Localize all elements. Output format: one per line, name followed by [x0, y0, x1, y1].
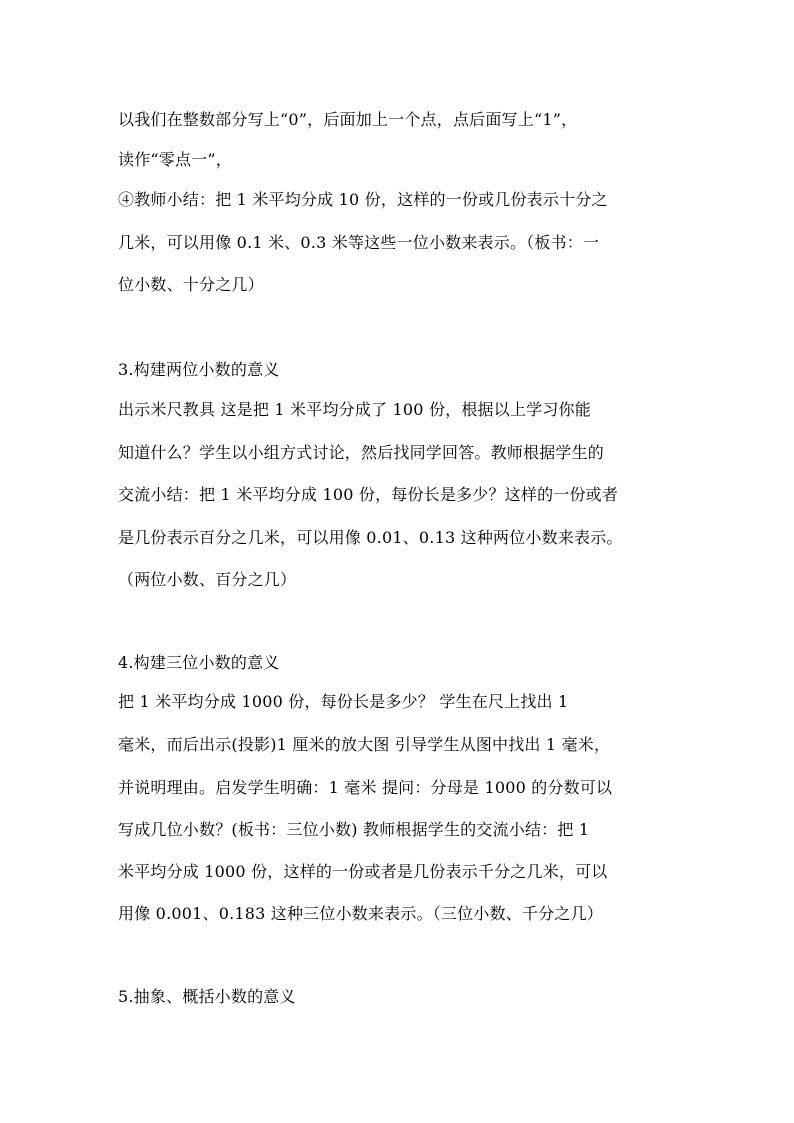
paragraph-line: 位小数、十分之几） — [118, 275, 264, 294]
paragraph-line: 几米，可以用像 0.1 米、0.3 米等这些一位小数来表示。（板书：一 — [118, 233, 600, 252]
section-heading: 3.构建两位小数的意义 — [118, 360, 280, 379]
paragraph-line: 把 1 米平均分成 1000 份，每份长是多少？ 学生在尺上找出 1 — [118, 692, 569, 711]
section-heading: 4.构建三位小数的意义 — [118, 653, 280, 672]
paragraph-line: （两位小数、百分之几） — [118, 570, 297, 589]
section-heading: 5.抽象、概括小数的意义 — [118, 987, 296, 1006]
paragraph-line: ④教师小结：把 1 米平均分成 10 份，这样的一份或几份表示十分之 — [118, 190, 608, 209]
paragraph-line: 出示米尺教具 这是把 1 米平均分成了 100 份，根据以上学习你能 — [118, 400, 591, 419]
paragraph-line: 是几份表示百分之几米，可以用像 0.01、0.13 这种两位小数来表示。 — [118, 528, 623, 547]
paragraph-line: 交流小结：把 1 米平均分成 100 份，每份长是多少？这样的一份或者 — [118, 485, 619, 504]
paragraph-line: 用像 0.001、0.183 这种三位小数来表示。（三位小数、千分之几） — [118, 904, 603, 923]
paragraph-line: 写成几位小数？(板书：三位小数) 教师根据学生的交流小结：把 1 — [118, 820, 590, 839]
paragraph-line: 以我们在整数部分写上“0”，后面加上一个点，点后面写上“1”， — [118, 110, 578, 129]
paragraph-line: 并说明理由。启发学生明确：1 毫米 提问：分母是 1000 的分数可以 — [118, 778, 613, 797]
paragraph-line: 米平均分成 1000 份，这样的一份或者是几份表示千分之几米，可以 — [118, 862, 608, 881]
paragraph-line: 毫米，而后出示(投影)1 厘米的放大图 引导学生从图中找出 1 毫米， — [118, 735, 611, 754]
paragraph-line: 知道什么？学生以小组方式讨论，然后找同学回答。教师根据学生的 — [118, 443, 605, 462]
paragraph-line: 读作“零点一”， — [118, 150, 232, 169]
